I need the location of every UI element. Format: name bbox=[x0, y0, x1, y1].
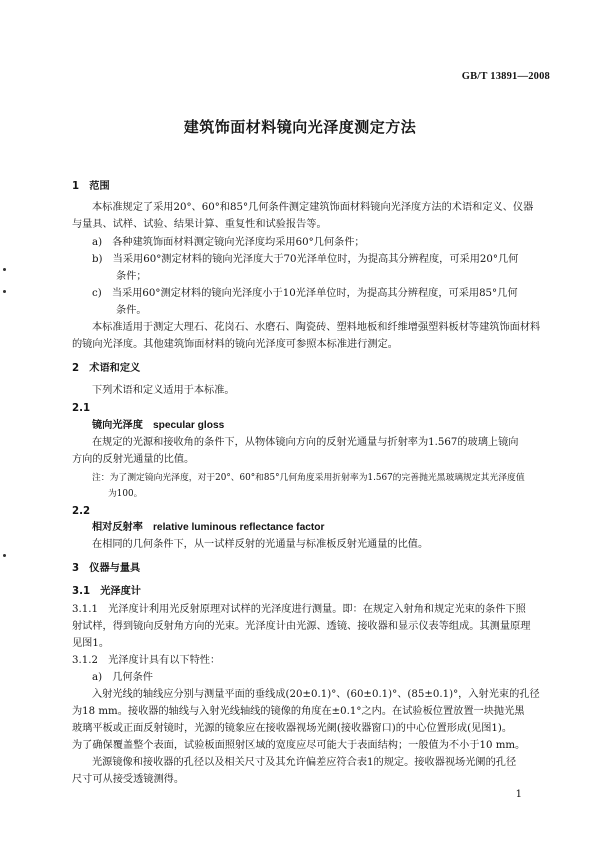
paragraph-line: 见图1。 bbox=[72, 638, 110, 649]
list-item: b) 当采用60°测定材料的镜向光泽度大于70光泽单位时，为提高其分辨程度，可采用20°几何 bbox=[92, 254, 519, 265]
paragraph-line: 为18 mm。接收器的轴线与入射光线轴线的镜像的角度在±0.1°之内。在试验板位置放置一块抛光黑 bbox=[72, 706, 525, 717]
paragraph-line: 3.1.2 光泽度计具有以下特性： bbox=[72, 655, 221, 666]
clause-number: 2.2 bbox=[72, 506, 91, 517]
list-item: c) 当采用60°测定材料的镜向光泽度小于10光泽单位时，为提高其分辨程度，可采用85°几何 bbox=[92, 288, 518, 299]
paragraph-line: 与量具、试样、试验、结果计算、重复性和试验报告等。 bbox=[72, 219, 327, 230]
paragraph-line: 射试样，得到镜向反射角方向的光束。光泽度计由光源、透镜、接收器和显示仪表等组成。其测量原理 bbox=[72, 621, 531, 632]
section-1-heading: 1 范围 bbox=[72, 181, 110, 192]
subsection-heading: 3.1 光泽度计 bbox=[72, 586, 141, 597]
paragraph-line: 下列术语和定义适用于本标准。 bbox=[92, 385, 235, 396]
definition-line: 方向的反射光通量的比值。 bbox=[72, 454, 195, 465]
paragraph-line: 3.1.1 光泽度计利用光反射原理对试样的光泽度进行测量。即：在规定入射角和规定光束的条件下照 bbox=[72, 604, 526, 615]
paragraph-line: 的镜向光泽度。其他建筑饰面材料的镜向光泽度可参照本标准进行测定。 bbox=[72, 339, 398, 350]
note-line: 为100。 bbox=[108, 489, 143, 499]
scan-mark bbox=[3, 268, 6, 271]
term-en: specular gloss bbox=[152, 420, 225, 431]
page-title: 建筑饰面材料镜向光泽度测定方法 bbox=[183, 118, 417, 136]
list-item-continued: 条件； bbox=[116, 271, 147, 282]
paragraph-line: 入射光线的轴线应分别与测量平面的垂线成(20±0.1)°、(60±0.1)°、(85±0.1)°，入射光束的孔径 bbox=[92, 689, 540, 700]
term-cn: 镜向光泽度 bbox=[92, 420, 143, 431]
term-2-1 bbox=[92, 419, 224, 432]
list-item: a) 各种建筑饰面材料测定镜向光泽度均采用60°几何条件； bbox=[92, 237, 365, 248]
paragraph-line: 本标准适用于测定大理石、花岗石、水磨石、陶瓷砖、塑料地板和纤维增强塑料板材等建筑饰面材料 bbox=[92, 322, 541, 333]
scan-mark bbox=[3, 290, 6, 293]
section-2-heading: 2 术语和定义 bbox=[72, 363, 141, 374]
definition-line: 在规定的光源和接收角的条件下，从物体镜向方向的反射光通量与折射率为1.567的玻璃上镜向 bbox=[92, 437, 519, 448]
page-number: 1 bbox=[515, 789, 522, 800]
list-item-continued: 条件。 bbox=[116, 305, 147, 316]
standard-number: GB/T 13891—2008 bbox=[461, 71, 550, 82]
note-line: 注：为了测定镜向光泽度，对于20°、60°和85°几何角度采用折射率为1.567的完善抛光黑玻璃规定其光泽度值 bbox=[92, 473, 525, 483]
paragraph-line: 尺寸可从接受透镜测得。 bbox=[72, 774, 185, 785]
paragraph-line: 玻璃平板或正面反射镜时，光源的镜象应在接收器视场光阑(接收器窗口)的中心位置形成(见图1)。 bbox=[72, 723, 513, 734]
scan-mark bbox=[3, 554, 6, 557]
paragraph-line: 光源镜像和接收器的孔径以及相关尺寸及其允许偏差应符合表1的规定。接收器视场光阑的孔径 bbox=[92, 757, 517, 768]
paragraph-line: 为了确保覆盖整个表面，试验板面照射区域的宽度应尽可能大于表面结构；一般值为不小于10 mm。 bbox=[72, 740, 526, 751]
term-cn: 相对反射率 bbox=[92, 522, 143, 533]
clause-number: 2.1 bbox=[72, 403, 91, 414]
list-item: a) 几何条件 bbox=[92, 672, 153, 683]
definition-line: 在相同的几何条件下，从一试样反射的光通量与标准板反射光通量的比值。 bbox=[92, 539, 429, 550]
term-2-2 bbox=[92, 521, 325, 534]
term-en: relative luminous reflectance factor bbox=[152, 522, 325, 533]
section-3-heading: 3 仪器与量具 bbox=[72, 563, 141, 574]
paragraph-line: 本标准规定了采用20°、60°和85°几何条件测定建筑饰面材料镜向光泽度方法的术语和定义、仪器 bbox=[92, 202, 534, 213]
